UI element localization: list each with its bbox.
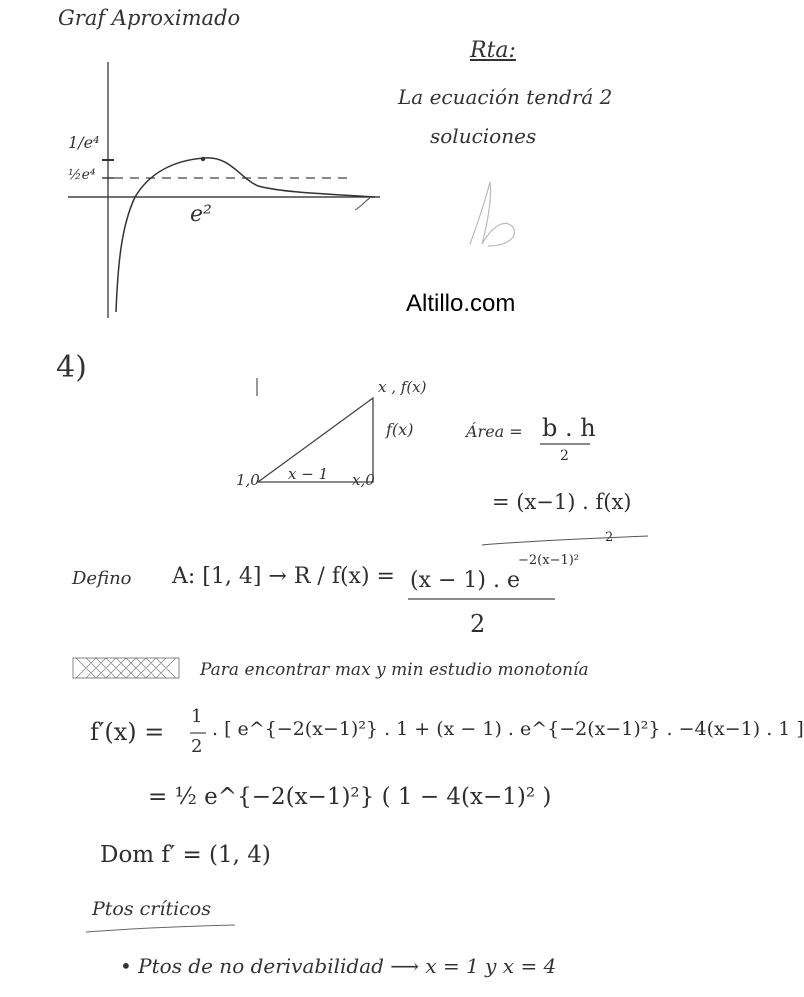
critical-underline bbox=[86, 925, 235, 932]
derivative-half-den: 2 bbox=[191, 736, 203, 757]
define-mapping: A: [1, 4] → R / f(x) = bbox=[172, 564, 395, 589]
derivative-body: . [ e^{−2(x−1)²} . 1 + (x − 1) . e^{−2(x−1)²} . −4(x−1) . 1 ] bbox=[212, 718, 804, 740]
critical-heading: Ptos críticos bbox=[92, 898, 211, 920]
define-numerator: (x − 1) . e bbox=[410, 568, 520, 593]
triangle-vertex-label: x , f(x) bbox=[378, 378, 427, 396]
define-exponent: −2(x−1)² bbox=[518, 553, 580, 568]
derivative-simplified: = ½ e^{−2(x−1)²} ( 1 − 4(x−1)² ) bbox=[148, 784, 552, 810]
area-expression-denominator: 2 bbox=[605, 530, 614, 545]
area-denominator: 2 bbox=[560, 448, 569, 464]
triangle-side-label: f(x) bbox=[386, 420, 414, 439]
answer-line-2: soluciones bbox=[430, 124, 537, 148]
triangle-right-corner-label: x,0 bbox=[352, 471, 375, 489]
derivative-lhs: f′(x) = bbox=[90, 718, 165, 746]
define-denominator: 2 bbox=[470, 610, 486, 638]
crosshatch bbox=[76, 658, 176, 678]
triangle-left-corner-label: 1,0 bbox=[236, 471, 260, 489]
graph-tick-low-label: ½e⁴ bbox=[68, 167, 96, 183]
derivative-half-num: 1 bbox=[191, 706, 203, 727]
graph-x-label: e² bbox=[190, 202, 212, 227]
area-expression: = (x−1) . f(x) bbox=[492, 490, 632, 514]
signature bbox=[470, 182, 515, 246]
area-numerator: b . h bbox=[542, 414, 596, 442]
answer-line-1: La ecuación tendrá 2 bbox=[398, 85, 613, 109]
problem-number: 4) bbox=[56, 350, 87, 385]
area-underline bbox=[482, 536, 648, 545]
triangle-base-label: x − 1 bbox=[288, 465, 329, 483]
domain-line: Dom f′ = (1, 4) bbox=[100, 842, 271, 868]
critical-item: • Ptos de no derivabilidad ⟶ x = 1 y x = 4 bbox=[120, 954, 557, 978]
graph-title: Graf Aproximado bbox=[58, 6, 241, 30]
graph-curve-tail bbox=[355, 198, 370, 210]
strategy-text: Para encontrar max y min estudio monotonía bbox=[200, 660, 589, 680]
graph-max-point bbox=[201, 157, 205, 161]
site-watermark: Altillo.com bbox=[406, 290, 516, 317]
area-label: Área = bbox=[466, 422, 523, 441]
define-word: Defino bbox=[72, 568, 132, 589]
graph-tick-high-label: 1/e⁴ bbox=[68, 133, 100, 152]
answer-heading: Rta: bbox=[470, 38, 516, 63]
graph-curve bbox=[116, 158, 375, 312]
